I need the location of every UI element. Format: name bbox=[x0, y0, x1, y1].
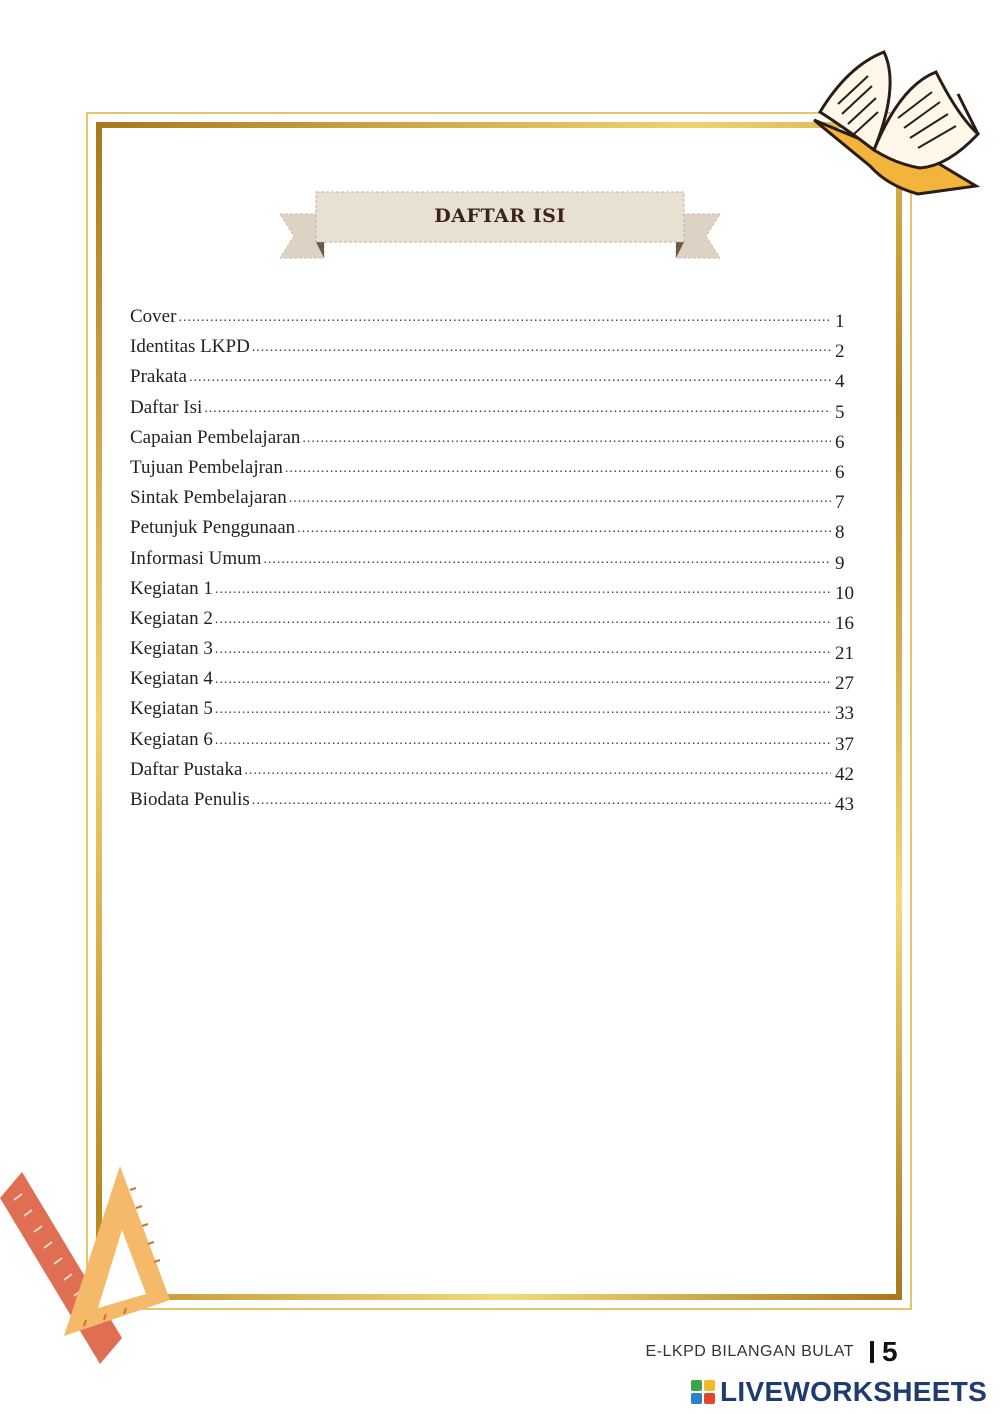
toc-leader-dots bbox=[252, 789, 831, 815]
toc-entry-label: Cover bbox=[130, 306, 177, 327]
toc-entry[interactable] bbox=[130, 759, 865, 789]
toc-entry[interactable] bbox=[130, 638, 865, 668]
toc-entry-page: 1 bbox=[835, 311, 845, 332]
toc-leader-dots bbox=[252, 336, 831, 362]
toc-leader-dots bbox=[215, 668, 831, 694]
toc-entry[interactable] bbox=[130, 698, 865, 728]
toc-entry-label: Kegiatan 1 bbox=[130, 577, 213, 599]
toc-entry-label: Kegiatan 2 bbox=[130, 607, 213, 629]
liveworksheets-logo-icon bbox=[690, 1379, 716, 1405]
toc-entry[interactable] bbox=[130, 397, 865, 427]
toc-entry-page: 27 bbox=[835, 673, 854, 695]
toc-leader-dots bbox=[215, 608, 831, 634]
toc-entry-label: Identitas LKPD bbox=[130, 336, 250, 358]
toc-entry[interactable] bbox=[130, 789, 865, 819]
page-title: DAFTAR ISI bbox=[434, 205, 566, 227]
toc-entry-page: 42 bbox=[835, 763, 854, 785]
footer-document-title: E-LKPD BILANGAN BULAT bbox=[645, 1343, 854, 1360]
toc-entry-label: Tujuan Pembelajran bbox=[130, 456, 283, 478]
toc-leader-dots bbox=[215, 578, 831, 604]
toc-entry[interactable] bbox=[130, 306, 865, 336]
toc-entry-label: Daftar Isi bbox=[130, 396, 203, 418]
toc-entry-label: Kegiatan 3 bbox=[130, 638, 213, 660]
toc-entry[interactable] bbox=[130, 608, 865, 638]
toc-entry-label: Kegiatan 6 bbox=[130, 728, 213, 750]
ruler-and-set-square-illustration bbox=[0, 1160, 180, 1370]
toc-leader-dots bbox=[302, 427, 831, 453]
toc-entry-label: Daftar Pustaka bbox=[130, 758, 243, 780]
toc-leader-dots bbox=[204, 397, 831, 423]
toc-entry[interactable] bbox=[130, 578, 865, 608]
toc-entry-page: 6 bbox=[835, 461, 845, 483]
toc-leader-dots bbox=[215, 729, 831, 755]
toc-entry[interactable] bbox=[130, 366, 865, 396]
toc-entry-label: Biodata Penulis bbox=[130, 789, 250, 810]
toc-entry-label: Kegiatan 4 bbox=[130, 668, 213, 690]
toc-entry-page: 9 bbox=[835, 552, 845, 574]
toc-leader-dots bbox=[263, 548, 831, 574]
toc-entry[interactable] bbox=[130, 517, 865, 547]
toc-leader-dots bbox=[215, 638, 831, 664]
toc-entry-page: 2 bbox=[835, 341, 845, 363]
footer-divider bbox=[870, 1341, 874, 1363]
toc-entry[interactable] bbox=[130, 427, 865, 457]
table-of-contents bbox=[130, 306, 865, 819]
set-square-icon bbox=[64, 1166, 170, 1336]
toc-entry-label: Petunjuk Penggunaan bbox=[130, 517, 296, 539]
toc-leader-dots bbox=[285, 457, 831, 483]
toc-leader-dots bbox=[178, 306, 831, 332]
liveworksheets-watermark[interactable] bbox=[690, 1376, 987, 1408]
toc-entry-page: 8 bbox=[835, 522, 845, 544]
toc-entry[interactable] bbox=[130, 336, 865, 366]
toc-leader-dots bbox=[289, 487, 831, 513]
liveworksheets-brand: LIVEWORKSHEETS bbox=[720, 1376, 988, 1407]
toc-entry-page: 21 bbox=[835, 643, 854, 665]
toc-entry-page: 7 bbox=[835, 492, 845, 514]
toc-entry-page: 16 bbox=[835, 612, 854, 634]
toc-entry-page: 6 bbox=[835, 431, 845, 453]
toc-entry[interactable] bbox=[130, 729, 865, 759]
toc-entry[interactable] bbox=[130, 457, 865, 487]
toc-entry-label: Kegiatan 5 bbox=[130, 698, 213, 720]
toc-entry-page: 33 bbox=[835, 703, 854, 725]
toc-entry-label: Informasi Umum bbox=[130, 547, 262, 569]
toc-entry-page: 43 bbox=[835, 794, 854, 815]
toc-entry-label: Sintak Pembelajaran bbox=[130, 487, 287, 509]
toc-entry-page: 5 bbox=[835, 401, 845, 423]
toc-entry-page: 37 bbox=[835, 733, 854, 755]
toc-entry-page: 10 bbox=[835, 582, 854, 604]
toc-leader-dots bbox=[189, 366, 831, 392]
toc-leader-dots bbox=[244, 759, 831, 785]
toc-entry[interactable] bbox=[130, 548, 865, 578]
toc-entry-label: Capaian Pembelajaran bbox=[130, 426, 301, 448]
toc-entry-page: 4 bbox=[835, 371, 845, 393]
toc-leader-dots bbox=[297, 517, 831, 543]
toc-leader-dots bbox=[215, 698, 831, 724]
footer-page-number: 5 bbox=[882, 1336, 898, 1367]
toc-entry[interactable] bbox=[130, 668, 865, 698]
toc-entry-label: Prakata bbox=[130, 366, 187, 388]
toc-entry[interactable] bbox=[130, 487, 865, 517]
open-book-icon bbox=[808, 46, 986, 196]
